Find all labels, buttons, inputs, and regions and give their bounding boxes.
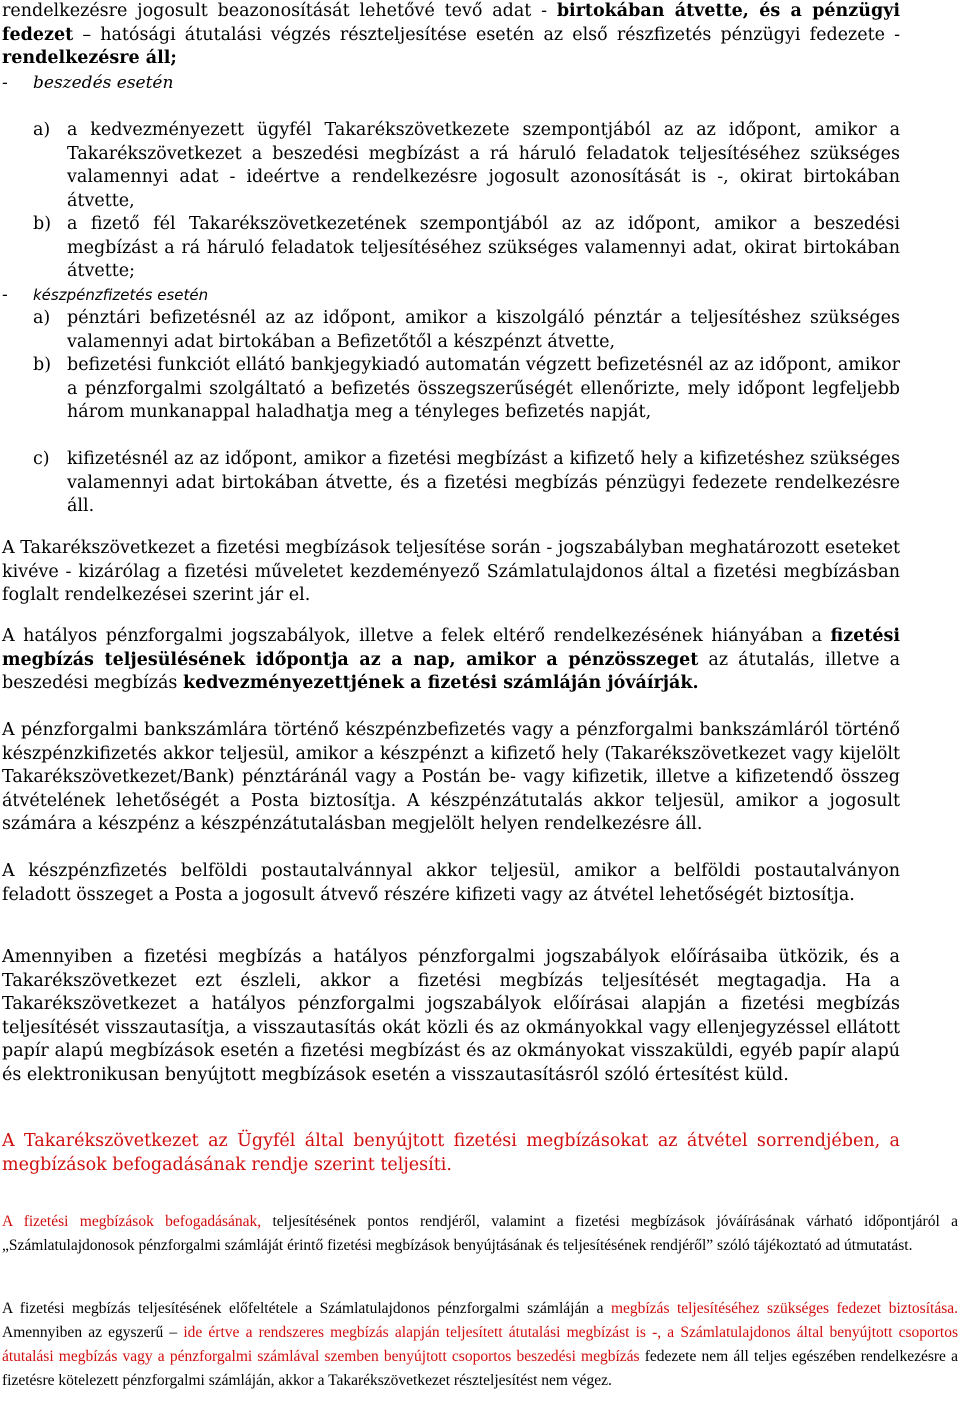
- list-dash: -: [2, 285, 8, 305]
- list-item: befizetési funkciót ellátó bankjegykiadó automatán végzett befizetésnél az az időpont, amikor a pénzforgalmi szolgáltató a befizetés összegszerűségét ellenőrizte, mely időpont legfeljebb három munkanappal haladhatja meg a tényleges befizetés napját,: [67, 355, 900, 423]
- paragraph-cash-deposit: A pénzforgalmi bankszámlára történő készpénzbefizetés vagy a pénzforgalmi bankszámláról történő készpénzkifizetés akkor teljesül, amikor a készpénzt a kifizető hely (Takarékszövetkezet vagy kijelölt Takarékszövetkezet/Bank) pénztáránál vagy a Postán be- vagy kifizetik, illetve a kifizetendő összeg átvételének lehetőségét a Posta biztosítja. A készpénzátutalás akkor teljesül, amikor a jogosult számára a készpénz a készpénzátutalásban megjelölt helyen rendelkezésre áll.: [2, 720, 900, 835]
- list-item: kifizetésnél az az időpont, amikor a fizetési megbízást a kifizető hely a kifizetéshez szükséges valamennyi adat birtokában átvette, és a fizetési megbízás pénzügyi fedezete rendelkezésre áll.: [67, 449, 900, 517]
- list-marker: b): [33, 214, 52, 234]
- paragraph-completion-time: A hatályos pénzforgalmi jogszabályok, illetve a felek eltérő rendelkezésének hiányában a fizetési megbízás teljesülésének időpontja az a nap, amikor a pénzösszeget az átutalás, illetve a beszedési megbízás kedvezményezettjének a fizetési számláján jóváírják.: [2, 626, 900, 694]
- list-item: pénztári befizetésnél az az időpont, amikor a kiszolgáló pénztár a teljesítéshez szükséges valamennyi adat birtokában a Befizetőtől a készpénzt átvette,: [67, 308, 900, 352]
- paragraph-refusal: Amennyiben a fizetési megbízás a hatályos pénzforgalmi jogszabályok előírásaiba ütközik, és a Takarékszövetkezet ezt észleli, akkor a fizetési megbízás teljesítését megtagadja. Ha a Takarékszövetkezet a hatályos pénzforgalmi jogszabályok előírásai alapján a fizetési megbízás teljesítését visszautasítja, a visszautasítás okát közli és az okmányokkal vagy ellenjegyzéssel ellátott papír alapú megbízások esetén a fizetési megbízást és az okmányokat visszaküldi, egyéb papír alapú és elektronikusan benyújtott megbízások esetén a visszautasításról szóló értesítést küld.: [2, 947, 900, 1085]
- paragraph-coverage-requirement: A fizetési megbízás teljesítésének előfeltétele a Számlatulajdonos pénzforgalmi számláján a megbízás teljesítéséhez szükséges fedezet biztosítása. Amennyiben az egyszerű – ide értve a rendszeres megbízás alapján teljesített átutalási megbízást is -, a Számlatulajdonos által benyújtott csoportos átutalási megbízás vagy a pénzforgalmi számlával szemben benyújtott csoportos beszedési megbízás fedezete nem áll teljes egészében rendelkezésre a fizetésre kötelezett pénzforgalmi számláján, akkor a Takarékszövetkezet részteljesítést nem végez.: [2, 1300, 958, 1389]
- list-marker: b): [33, 355, 52, 375]
- list-item: a fizető fél Takarékszövetkezetének szempontjából az az időpont, amikor a beszedési megbízást a rá háruló feladatok teljesítéséhez szükséges valamennyi adat, okirat birtokában átvette;: [67, 214, 900, 282]
- section-label-beszedes: beszedés esetén: [33, 73, 174, 93]
- paragraph-postal-order: A készpénzfizetés belföldi postautalvánnyal akkor teljesül, amikor a belföldi postautalványon feladott összeget a Posta a jogosult átvevő részére kifizeti vagy az átvétel lehetőségét biztosítja.: [2, 861, 900, 905]
- list-marker: a): [33, 308, 51, 328]
- section-label-keszpenz: készpénzfizetés esetén: [33, 286, 209, 304]
- list-marker: a): [33, 120, 51, 140]
- paragraph-order-sequence: A Takarékszövetkezet az Ügyfél által benyújtott fizetési megbízásokat az átvétel sorrendjében, a megbízások befogadásának rendje szerint teljesíti.: [2, 1131, 900, 1175]
- list-marker: c): [33, 449, 50, 469]
- paragraph-execution-rules: A Takarékszövetkezet a fizetési megbízások teljesítése során - jogszabályban meghatározott eseteket kivéve - kizárólag a fizetési műveletet kezdeményező Számlatulajdonos által a fizetési megbízásban foglalt rendelkezései szerint jár el.: [2, 538, 900, 606]
- paragraph-receipt-conditions: rendelkezésre jogosult beazonosítását lehetővé tevő adat - birtokában átvette, és a pénzügyi fedezet – hatósági átutalási végzés részteljesítése esetén az első részfizetés pénzügyi fedezete - rendelkezésre áll;: [2, 1, 900, 69]
- list-item: a kedvezményezett ügyfél Takarékszövetkezete szempontjából az az időpont, amikor a Takarékszövetkezet a beszedési megbízást a rá háruló feladatok teljesítéséhez szükséges valamennyi adat - ideértve a rendelkezésre jogosult azonosítását is -, okirat birtokában átvette,: [67, 120, 900, 211]
- paragraph-acceptance-info: A fizetési megbízások befogadásának, teljesítésének pontos rendjéről, valamint a fizetési megbízások jóváírásának várható időpontjáról a „Számlatulajdonosok pénzforgalmi számláját érintő fizetési megbízások benyújtásának és teljesítésének rendjéről” szóló tájékoztató ad útmutatást.: [2, 1213, 958, 1254]
- list-dash: -: [2, 73, 8, 93]
